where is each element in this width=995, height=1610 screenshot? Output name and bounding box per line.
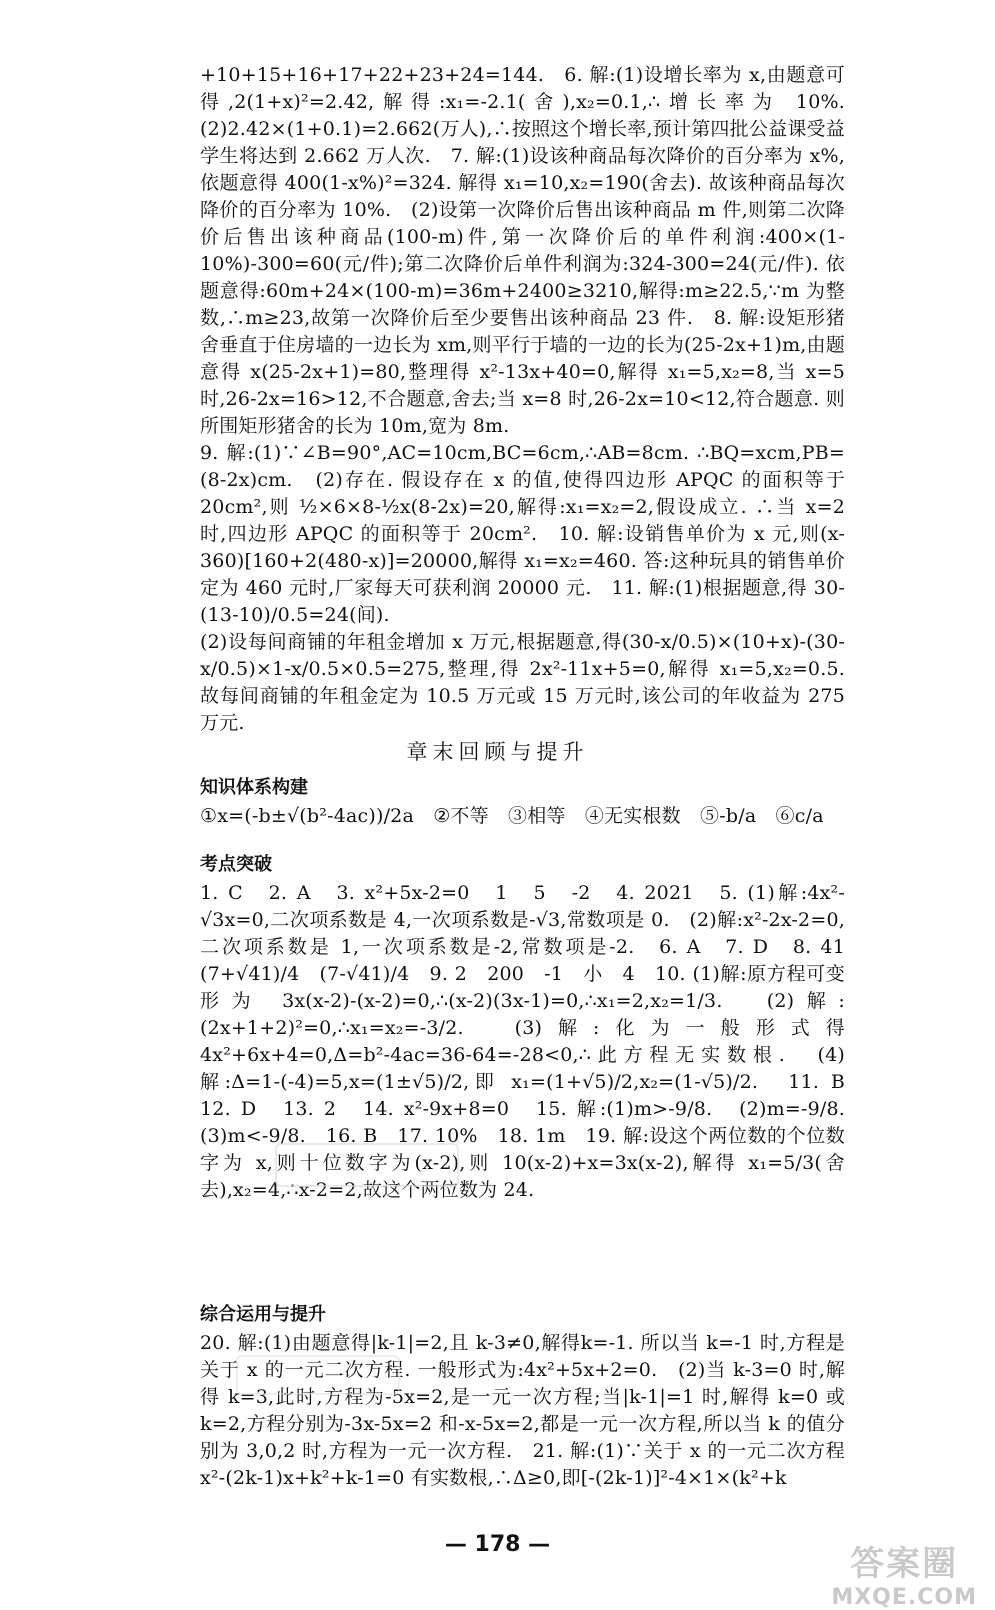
section-title-knowledge: 知识体系构建 [200, 777, 308, 798]
paragraph-q5-q8: +10+15+16+17+22+23+24=144. 6. 解:(1)设增长率为 x,由题意可得,2(1+x)²=2.42,解得:x₁=-2.1(舍),x₂=0.1,∴增长率为 10%. (2)2.42×(1+0.1)=2.662(万人),∴按照这个增长率,预计第四批公益课受益学生将达到 2.662 万人次. 7. 解:(1)设该种商品每次降价的百分率为 x%,依题意得 400(1-x%)²=324. 解得 x₁=10,x₂=190(舍去). 故该种商品每次降价的百分率为 10%. (2)设第一次降价后售出该种商品 m 件,则第二次降价后售出该种商品(100-m)件,第一次降价后的单件利润:400×(1-10%)-300=60(元/件);第二次降价后单件利润为:324-300=24(元/件). 依题意得:60m+24×(100-m)=36m+2400≥3210,解得:m≥22.5,∵m 为整数,∴m≥23,故第一次降价后至少要售出该种商品 23 件. 8. 解:设矩形猪舍垂直于住房墙的一边长为 xm,则平行于墙的一边的长为(25-2x+1)m,由题意得 x(25-2x+1)=80,整理得 x²-13x+40=0,解得 x₁=5,x₂=8,当 x=5 时,26-2x=16>12,不合题意,舍去;当 x=8 时,26-2x=10<12,符合题意. 则所围矩形猪舍的长为 10m,宽为 8m. [200, 64, 865, 437]
page-number: — 178 — [444, 1532, 551, 1557]
section-title-key-points: 考点突破 [200, 854, 272, 875]
chapter-heading: 章末回顾与提升 [406, 740, 589, 764]
watermark-url: MXQE.COM [831, 1585, 977, 1610]
paragraph-q11-part2: (2)设每间商铺的年租金增加 x 万元,根据题意,得(30-x/0.5)×(10+x)-(30-x/0.5)×1-x/0.5×0.5=275,整理,得 2x²-11x+5=0,解得 x₁=5,x₂=0.5. 故每间商铺的年租金定为 10.5 万元或 15 万元时,该公司的年收益为 275 万元. [200, 631, 845, 734]
faded-stamp-mark-2 [236, 1355, 400, 1395]
section-knowledge [200, 773, 845, 830]
watermark [831, 1536, 977, 1610]
faded-stamp-mark [275, 1143, 459, 1187]
comprehensive-answers: 20. 解:(1)由题意得|k-1|=2,且 k-3≠0,解得k=-1. 所以当 k=-1 时,方程是关于 x 的一元二次方程. 一般形式为:4x²+5x+2=0. (2)当 k-3=0 时,解得 k=3,此时,方程为-5x=2,是一元一次方程;当|k-1|=1 时,解得 k=0 或 k=2,方程分别为-3x-5x=2 和-x-5x=2,都是一元一次方程,所以当 k 的值分别为 3,0,2 时,方程为一元一次方程. 21. 解:(1)∵关于 x 的一元二次方程 x²-(2k-1)x+k²+k-1=0 有实数根,∴Δ≥0,即[-(2k-1)]²-4×1×(k²+k [200, 1332, 845, 1489]
watermark-logo: 答案圈 [850, 1544, 959, 1584]
section-comprehensive [200, 1300, 845, 1492]
paragraph-q9-q11: 9. 解:(1)∵∠B=90°,AC=10cm,BC=6cm,∴AB=8cm. ∴BQ=xcm,PB=(8-2x)cm. (2)存在. 假设存在 x 的值,使得四边形 APQC 的面积等于 20cm²,则 ½×6×8-½x(8-2x)=20,解得:x₁=x₂=2,假设成立. ∴当 x=2 时,四边形 APQC 的面积等于 20cm². 10. 解:设销售单价为 x 元,则(x-360)[160+2(480-x)]=20000,解得 x₁=x₂=460. 答:这种玩具的销售单价定为 460 元时,厂家每天可获利润 20000 元. 11. 解:(1)根据题意,得 30-(13-10)/0.5=24(间). [200, 442, 845, 626]
section-title-comprehensive: 综合运用与提升 [200, 1304, 326, 1325]
knowledge-line: ①x=(-b±√(b²-4ac))/2a ②不等 ③相等 ④无实根数 ⑤-b/a ⑥c/a [200, 805, 824, 827]
answer-block-top [200, 62, 865, 737]
key-points-answers: 1. C 2. A 3. x²+5x-2=0 1 5 -2 4. 2021 5. (1)解:4x²-√3x=0,二次项系数是 4,一次项系数是-√3,常数项是 0. (2)解:x²-2x-2=0,二次项系数是 1,一次项系数是-2,常数项是-2. 6. A 7. D 8. 41 (7+√41)/4 (7-√41)/4 9. 2 200 -1 小 4 10. (1)解:原方程可变形为 3x(x-2)-(x-2)=0,∴(x-2)(3x-1)=0,∴x₁=2,x₂=1/3. (2)解:(2x+1+2)²=0,∴x₁=x₂=-3/2. (3)解:化为一般形式得 4x²+6x+4=0,Δ=b²-4ac=36-64=-28<0,∴此方程无实数根. (4)解:Δ=1-(-4)=5,x=(1±√5)/2,即 x₁=(1+√5)/2,x₂=(1-√5)/2. 11. B 12. D 13. 2 14. x²-9x+8=0 15. 解:(1)m>-9/8. (2)m=-9/8. (3)m<-9/8. 16. B 17. 10% 18. 1m 19. 解:设这个两位数的个位数字为 x,则十位数字为(x-2),则 10(x-2)+x=3x(x-2),解得 x₁=5/3(舍去),x₂=4,∴x-2=2,故这个两位数为 24. [200, 882, 865, 1201]
